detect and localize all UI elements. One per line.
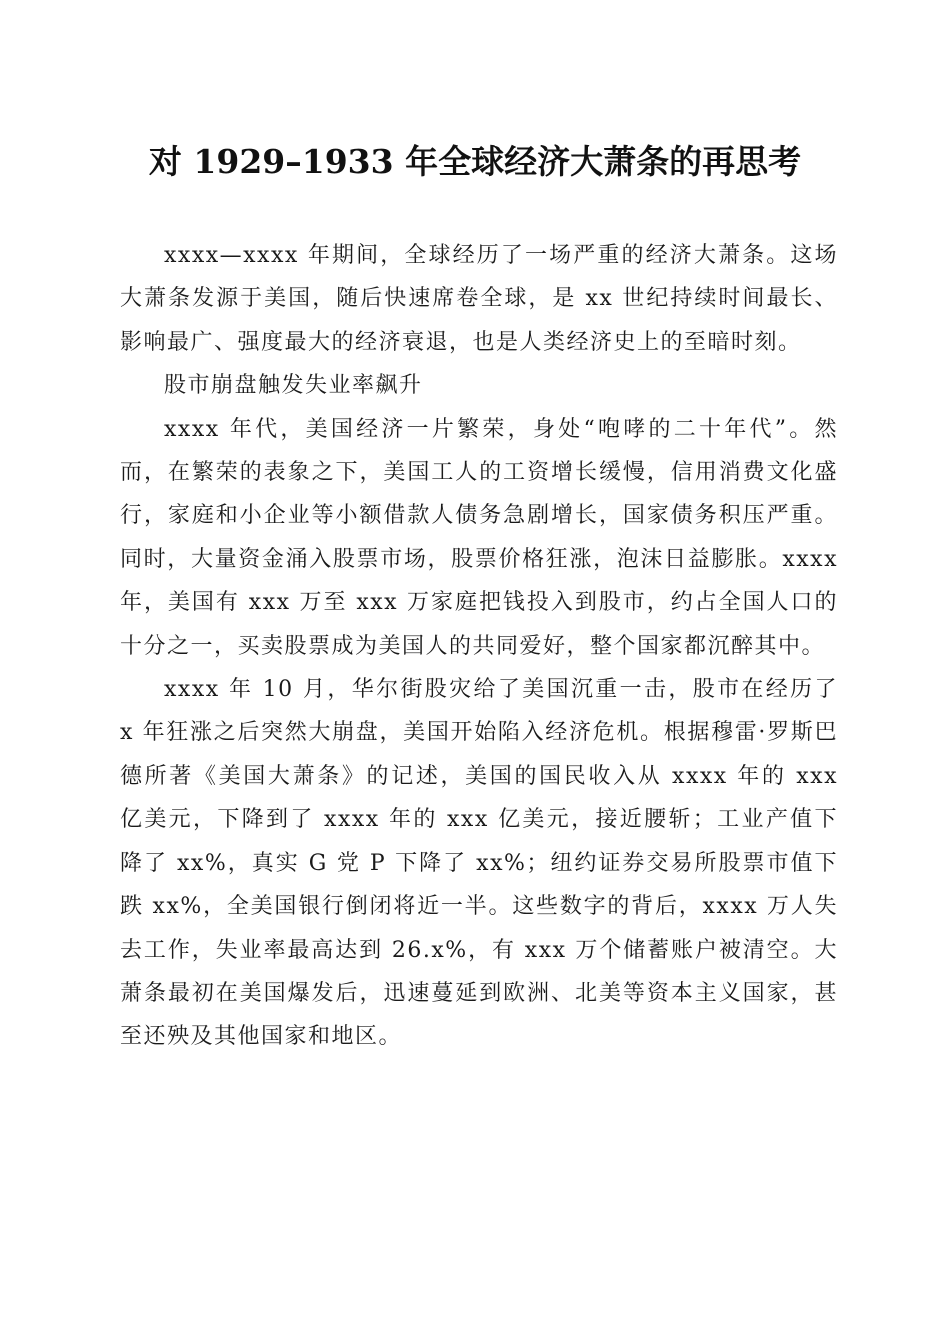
- document-title: 对 1929–1933 年全球经济大萧条的再思考: [148, 142, 802, 181]
- document-body: [120, 234, 838, 1059]
- paragraph-roaring-twenties: xxxx 年代，美国经济一片繁荣，身处“咆哮的二十年代”。然而，在繁荣的表象之下，美国工人的工资增长缓慢，信用消费文化盛行，家庭和小企业等小额借款人债务急剧增长，国家债务积压严重。同时，大量资金涌入股票市场，股票价格狂涨，泡沫日益膨胀。xxxx 年，美国有 xxx 万至 xxx 万家庭把钱投入到股市，约占全国人口的十分之一，买卖股票成为美国人的共同爱好，整个国家都沉醉其中。: [120, 416, 838, 659]
- section-heading: 股市崩盘触发失业率飙升: [164, 373, 423, 399]
- paragraph-intro: xxxx—xxxx 年期间，全球经历了一场严重的经济大萧条。这场大萧条发源于美国，随后快速席卷全球，是 xx 世纪持续时间最长、影响最广、强度最大的经济衰退，也是人类经济史上的至暗时刻。: [120, 243, 838, 355]
- paragraph-market-crash: xxxx 年 10 月，华尔街股灾给了美国沉重一击，股市在经历了 x 年狂涨之后突然大崩盘，美国开始陷入经济危机。根据穆雷·罗斯巴德所著《美国大萧条》的记述，美国的国民收入从 xxxx 年的 xxx 亿美元，下降到了 xxxx 年的 xxx 亿美元，接近腰斩；工业产值下降了 xx%，真实 G 党 P 下降了 xx%；纽约证券交易所股票市值下跌 xx%，全美国银行倒闭将近一半。这些数字的背后，xxxx 万人失去工作，失业率最高达到 26.x%，有 xxx 万个储蓄账户被清空。大萧条最初在美国爆发后，迅速蔓延到欧洲、北美等资本主义国家，甚至还殃及其他国家和地区。: [120, 677, 838, 1050]
